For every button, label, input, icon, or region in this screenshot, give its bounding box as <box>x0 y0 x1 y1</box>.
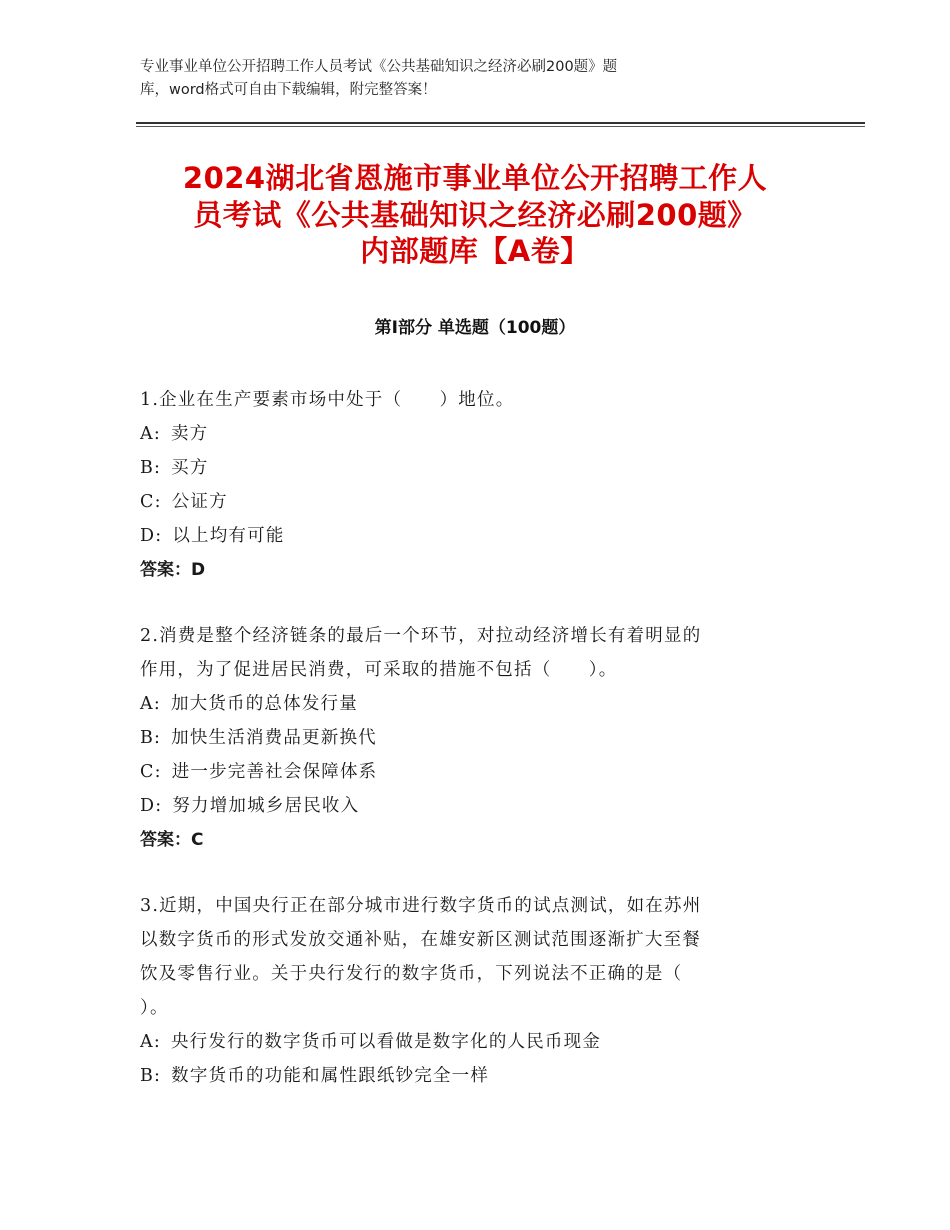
option-a <box>140 1025 800 1059</box>
question-stem-line: 饮及零售行业。关于央行发行的数字货币，下列说法不正确的是（ <box>140 964 683 984</box>
header-note-line-1: 专业事业单位公开招聘工作人员考试《公共基础知识之经济必刷200题》题 <box>140 59 618 75</box>
option-d <box>140 789 800 823</box>
option-text: 以上均有可能 <box>172 526 285 546</box>
option-key: B: <box>140 458 162 478</box>
answer: 答案：C <box>140 830 204 850</box>
question-stem-line: 以数字货币的形式发放交通补贴，在雄安新区测试范围逐渐扩大至餐 <box>140 930 701 950</box>
question-stem-line: 2.消费是整个经济链条的最后一个环节，对拉动经济增长有着明显的 <box>140 626 702 646</box>
option-text: 加大货币的总体发行量 <box>170 694 358 714</box>
option-text: 数字货币的功能和属性跟纸钞完全一样 <box>171 1066 490 1086</box>
option-text: 央行发行的数字货币可以看做是数字化的人民币现金 <box>170 1032 602 1052</box>
title-line-1: 2024湖北省恩施市事业单位公开招聘工作人 <box>182 161 768 195</box>
option-key: A: <box>140 694 161 714</box>
option-text: 加快生活消费品更新换代 <box>171 728 377 748</box>
question-3 <box>140 889 800 1093</box>
question-stem <box>140 383 800 417</box>
option-text: 公证方 <box>171 492 228 512</box>
option-text: 卖方 <box>170 424 209 444</box>
option-d <box>140 519 800 553</box>
question-stem-line: ）。 <box>140 998 169 1018</box>
question-stem <box>140 889 800 1025</box>
header-rule-thin <box>136 126 865 127</box>
option-text: 买方 <box>171 458 209 478</box>
option-key: C: <box>140 492 162 512</box>
question-stem-line: 3.近期，中国央行正在部分城市进行数字货币的试点测试，如在苏州 <box>140 896 702 916</box>
option-c <box>140 755 800 789</box>
option-a <box>140 687 800 721</box>
header-note <box>140 56 780 102</box>
option-a <box>140 417 800 451</box>
question-2 <box>140 619 800 857</box>
option-c <box>140 485 800 519</box>
title-line-3: 内部题库【A卷】 <box>360 234 590 268</box>
option-key: B: <box>140 1066 162 1086</box>
title-line-2: 员考试《公共基础知识之经济必刷200题》 <box>193 197 757 232</box>
section-heading: 第Ⅰ部分 单选题（100题） <box>374 318 576 338</box>
option-key: B: <box>140 728 162 748</box>
option-key: A: <box>140 1032 161 1052</box>
option-key: C: <box>140 762 162 782</box>
option-b <box>140 1059 800 1093</box>
option-text: 进一步完善社会保障体系 <box>171 762 378 782</box>
option-key: D: <box>140 796 163 816</box>
question-stem-line: 作用，为了促进居民消费，可采取的措施不包括（ ）。 <box>140 660 618 680</box>
option-text: 努力增加城乡居民收入 <box>172 796 360 816</box>
header-rule-thick <box>136 122 865 124</box>
question-stem <box>140 619 800 687</box>
option-key: D: <box>140 526 163 546</box>
option-b <box>140 451 800 485</box>
option-key: A: <box>140 424 161 444</box>
option-b <box>140 721 800 755</box>
answer: 答案：D <box>140 560 206 580</box>
question-1 <box>140 383 800 587</box>
header-note-line-2: 库，word格式可自由下载编辑，附完整答案！ <box>140 82 437 98</box>
question-list <box>140 383 800 1125</box>
document-title <box>120 160 830 270</box>
question-stem-line: 1.企业在生产要素市场中处于（ ）地位。 <box>140 390 515 410</box>
